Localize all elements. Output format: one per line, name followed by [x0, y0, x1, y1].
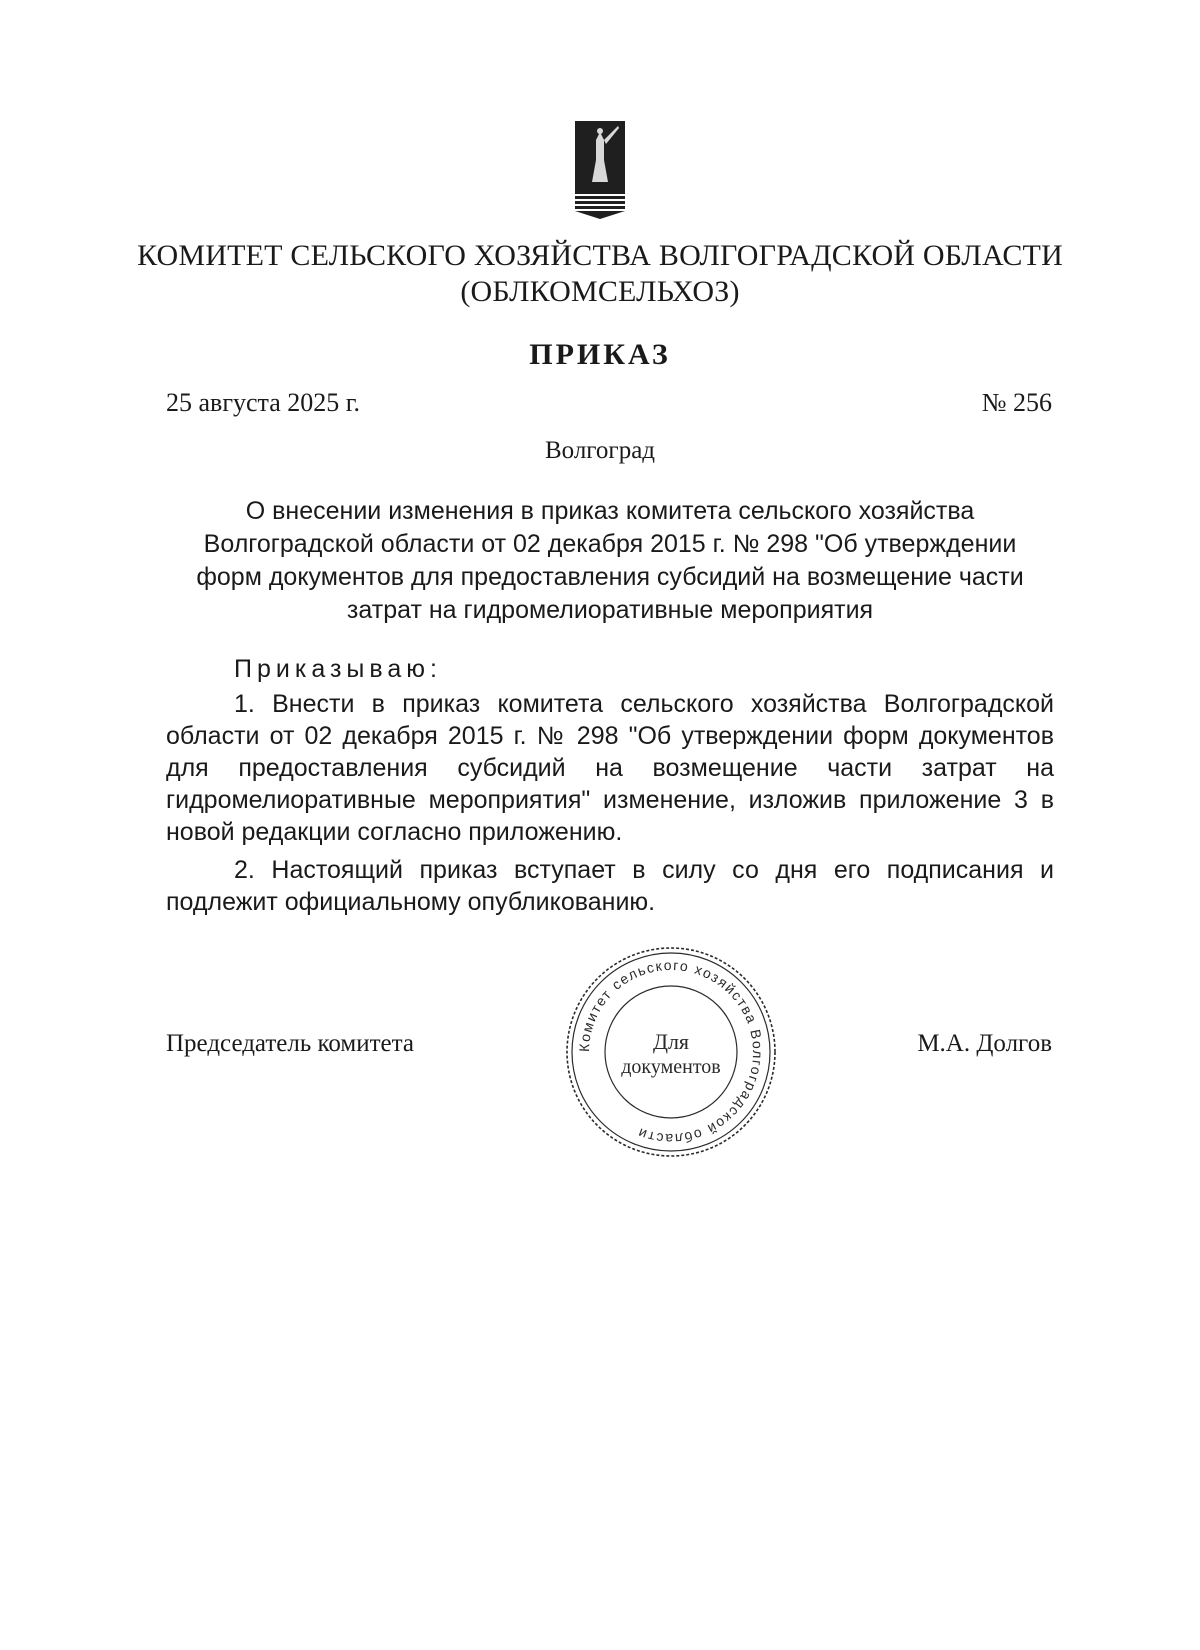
title-line4: затрат на гидромелиоративные мероприятия	[346, 596, 874, 624]
paragraph-1: 1. Внести в приказ комитета сельского хозяйства Волгоградской области от 02 декабря 2015 г. № 298 "Об утверждении форм документов для предоставления субсидий на возмещение части затрат на гидромелиоративные мероприятия" изменение, изложив приложение 3 в новой редакции согласно приложению.	[166, 690, 1054, 846]
signer-name: М.А. Долгов	[917, 1030, 1052, 1057]
organization-name-line1: КОМИТЕТ СЕЛЬСКОГО ХОЗЯЙСТВА ВОЛГОГРАДСКОЙ ОБЛАСТИ	[137, 239, 1063, 272]
stamp-center-line2: документов	[621, 1056, 721, 1078]
document-date: 25 августа 2025 г.	[166, 388, 360, 417]
document-number: № 256	[981, 388, 1052, 417]
paragraph-2: 2. Настоящий приказ вступает в силу со дня его подписания и подлежит официальному опубликованию.	[166, 856, 1054, 916]
official-stamp	[564, 945, 778, 1159]
coat-of-arms-icon	[574, 120, 626, 220]
title-line2: Волгоградской области от 02 декабря 2015 г. № 298 "Об утверждении	[203, 530, 1017, 558]
stamp-ring-text: Комитет сельского хозяйства Волгоградской области	[575, 956, 767, 1148]
signer-title: Председатель комитета	[166, 1030, 414, 1057]
document-body	[166, 688, 1054, 918]
order-word: Приказываю:	[234, 655, 442, 683]
document-city: Волгоград	[544, 437, 656, 464]
title-line1: О внесении изменения в приказ комитета сельского хозяйства	[245, 497, 975, 525]
title-line3: форм документов для предоставления субсидий на возмещение части	[196, 563, 1024, 591]
organization-name	[100, 238, 1100, 310]
organization-name-line2: (ОБЛКОМСЕЛЬХОЗ)	[460, 275, 740, 308]
stamp-center-line1: Для	[652, 1029, 690, 1054]
document-type: ПРИКАЗ	[529, 338, 671, 371]
document-title	[160, 495, 1060, 627]
